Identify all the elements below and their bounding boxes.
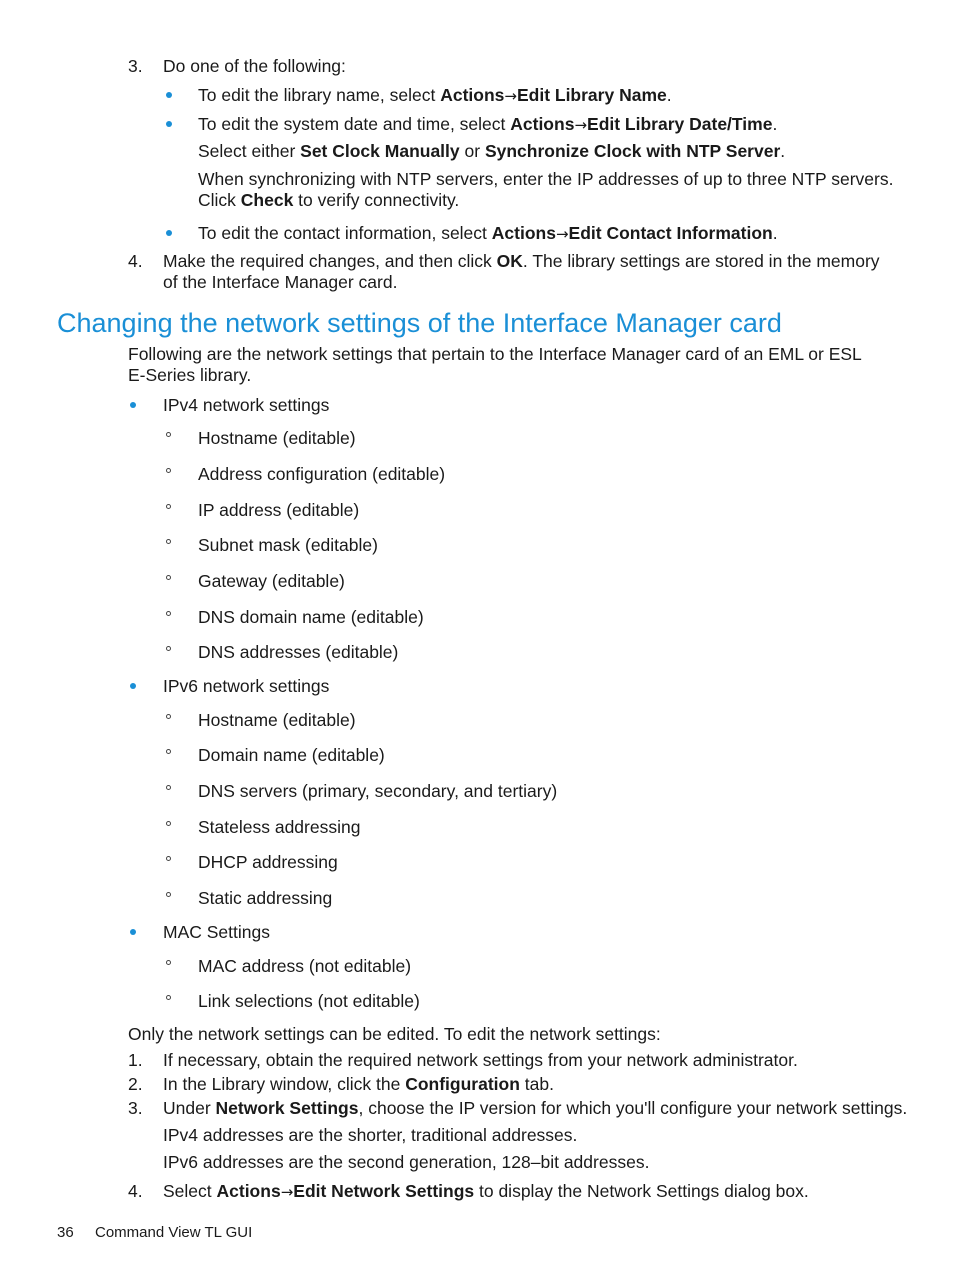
sub-bullet [166, 646, 171, 651]
bullet-dot [166, 92, 172, 98]
step-text: Do one of the following: [163, 56, 346, 76]
list-item: Link selections (not editable) [198, 991, 420, 1011]
bullet-dot [166, 121, 172, 127]
sub-bullet [166, 504, 171, 509]
step-note: IPv6 addresses are the second generation, 128–bit addresses. [163, 1152, 650, 1172]
section-heading: Changing the network settings of the Interface Manager card [57, 308, 782, 338]
intro-paragraph: Following are the network settings that pertain to the Interface Manager card of an EML or ESL [128, 344, 862, 364]
list-item: Hostname (editable) [198, 710, 356, 730]
step-number: 4. [128, 251, 143, 271]
list-item: DNS domain name (editable) [198, 607, 424, 627]
step-number: 3. [128, 56, 143, 76]
bullet-dot [130, 402, 136, 408]
step-number: 2. [128, 1074, 143, 1094]
bullet-subtext: Select either Set Clock Manually or Synchronize Clock with NTP Server. [198, 141, 786, 161]
list-item: Hostname (editable) [198, 428, 356, 448]
list-item: Subnet mask (editable) [198, 535, 378, 555]
bullet-text: To edit the contact information, select Actions→Edit Contact Information. [198, 223, 778, 243]
sub-bullet [166, 960, 171, 965]
bullet-dot [166, 230, 172, 236]
step-number: 1. [128, 1050, 143, 1070]
step-text: If necessary, obtain the required network settings from your network administrator. [163, 1050, 798, 1070]
sub-bullet [166, 892, 171, 897]
list-item: DHCP addressing [198, 852, 338, 872]
sub-bullet [166, 611, 171, 616]
step-text-continued: of the Interface Manager card. [163, 272, 398, 292]
bullet-text: To edit the library name, select Actions→Edit Library Name. [198, 85, 672, 105]
list-item: Address configuration (editable) [198, 464, 446, 484]
list-group-label: IPv6 network settings [163, 676, 330, 696]
list-item: DNS addresses (editable) [198, 642, 399, 662]
step-text: Under Network Settings, choose the IP version for which you'll configure your network settings. [163, 1098, 908, 1118]
sub-bullet [166, 468, 171, 473]
instruction-paragraph: Only the network settings can be edited. To edit the network settings: [128, 1024, 661, 1044]
list-item: Domain name (editable) [198, 745, 385, 765]
bullet-subtext: When synchronizing with NTP servers, enter the IP addresses of up to three NTP servers. [198, 169, 894, 189]
sub-bullet [166, 821, 171, 826]
step-text: Make the required changes, and then click OK. The library settings are stored in the memory [163, 251, 880, 271]
footer-title: Command View TL GUI [95, 1224, 253, 1241]
list-group-label: IPv4 network settings [163, 395, 330, 415]
sub-bullet [166, 432, 171, 437]
step-text: In the Library window, click the Configuration tab. [163, 1074, 554, 1094]
list-item: Gateway (editable) [198, 571, 345, 591]
bullet-subtext: Click Check to verify connectivity. [198, 190, 460, 210]
bullet-dot [130, 929, 136, 935]
sub-bullet [166, 575, 171, 580]
step-number: 4. [128, 1181, 143, 1201]
list-item: MAC address (not editable) [198, 956, 412, 976]
step-text: Select Actions→Edit Network Settings to display the Network Settings dialog box. [163, 1181, 809, 1201]
list-item: Static addressing [198, 888, 333, 908]
step-note: IPv4 addresses are the shorter, traditional addresses. [163, 1125, 578, 1145]
list-item: Stateless addressing [198, 817, 361, 837]
sub-bullet [166, 749, 171, 754]
bullet-dot [130, 683, 136, 689]
intro-paragraph: E-Series library. [128, 365, 252, 385]
sub-bullet [166, 714, 171, 719]
sub-bullet [166, 995, 171, 1000]
bullet-text: To edit the system date and time, select Actions→Edit Library Date/Time. [198, 114, 778, 134]
list-item: DNS servers (primary, secondary, and tertiary) [198, 781, 558, 801]
sub-bullet [166, 856, 171, 861]
sub-bullet [166, 785, 171, 790]
list-item: IP address (editable) [198, 500, 360, 520]
page-number: 36 [57, 1224, 74, 1241]
sub-bullet [166, 539, 171, 544]
step-number: 3. [128, 1098, 143, 1118]
list-group-label: MAC Settings [163, 922, 270, 942]
